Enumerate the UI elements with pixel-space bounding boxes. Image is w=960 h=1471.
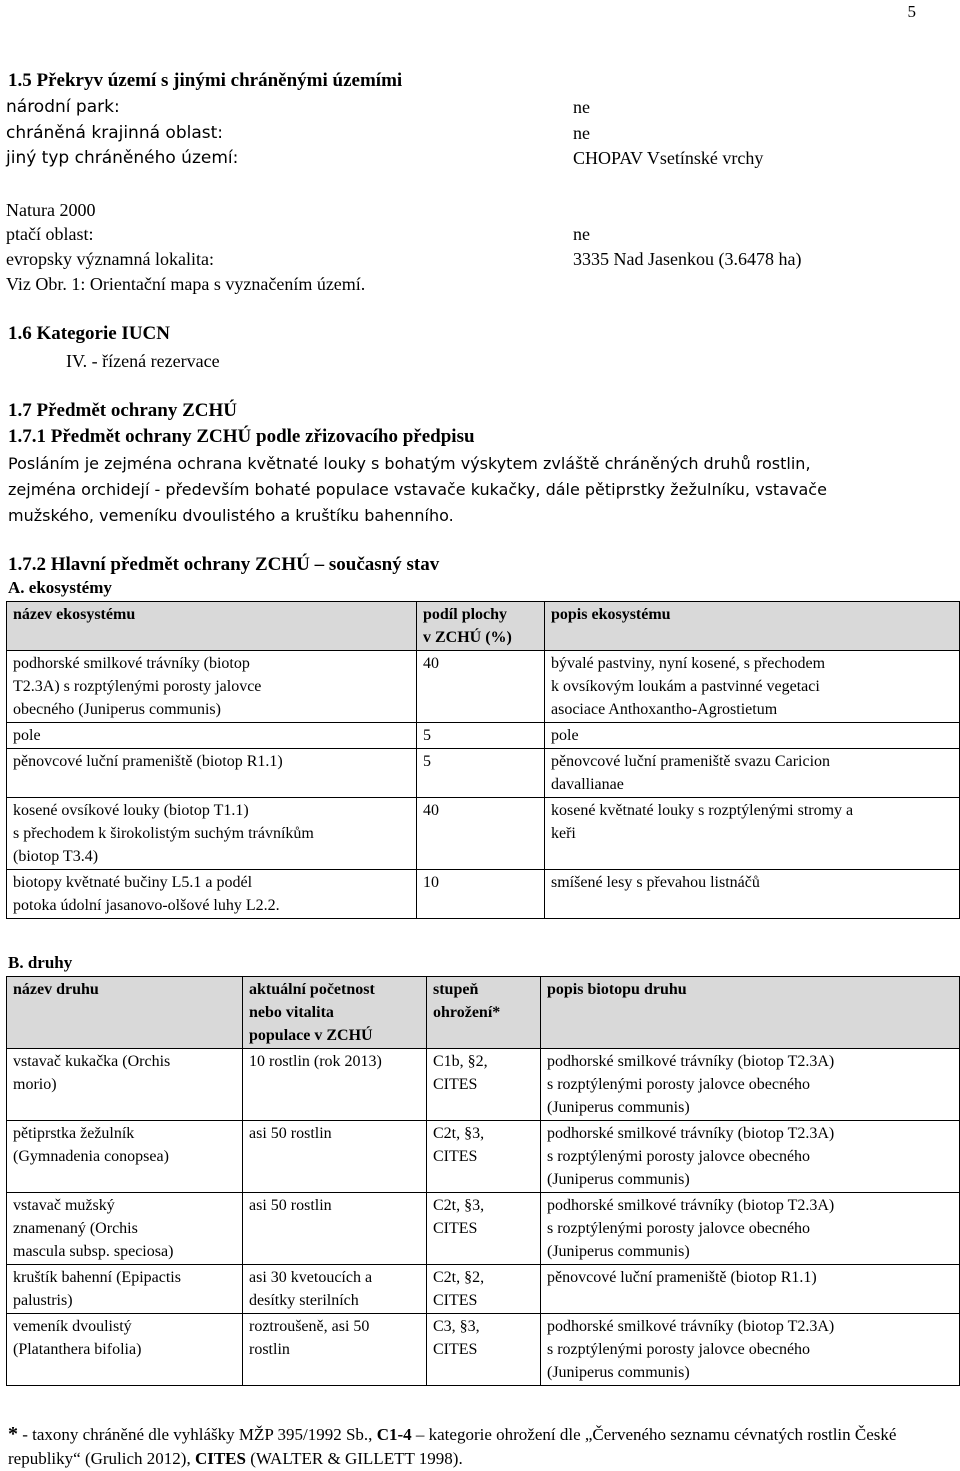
ecosystem-desc: kosené květnaté louky s rozptýlenými stromy a keři <box>545 798 960 870</box>
table-row <box>7 1314 960 1386</box>
table-row <box>7 749 960 798</box>
section-1-7-2-title: 1.7.2 Hlavní předmět ochrany ZCHÚ – současný stav <box>8 554 440 575</box>
header-cell: popis biotopu druhu <box>541 977 960 1049</box>
ecosystem-name: kosené ovsíkové louky (biotop T1.1) s přechodem k širokolistým suchým trávníkům (biotop T3.4) <box>7 798 417 870</box>
ecosystem-share: 10 <box>417 870 545 919</box>
header-cell: název druhu <box>7 977 243 1049</box>
po-label: ptačí oblast: <box>6 224 94 244</box>
table-row <box>7 651 960 723</box>
species-name: vstavač mužský znamenaný (Orchis mascula subsp. speciosa) <box>7 1193 243 1265</box>
species-title: B. druhy <box>8 953 73 972</box>
np-value: ne <box>573 97 590 117</box>
footnote-c14: C1-4 <box>376 1425 412 1444</box>
evl-label: evropsky významná lokalita: <box>6 249 214 269</box>
ecosystem-name: pole <box>7 723 417 749</box>
footnote-cites: CITES <box>194 1449 246 1468</box>
species-threat: C2t, §3, CITES <box>427 1121 541 1193</box>
ecosystem-share: 40 <box>417 651 545 723</box>
ecosystems-table <box>6 601 960 919</box>
species-habitat: pěnovcové luční prameniště (biotop R1.1) <box>541 1265 960 1314</box>
table-row <box>7 723 960 749</box>
species-threat: C3, §3, CITES <box>427 1314 541 1386</box>
text-line: mužského, vemeníku dvoulistého a kruštíku bahenního. <box>8 506 454 525</box>
footnote-text-2: – kategorie ohrožení dle „Červeného seznamu cévnatých rostlin České republiky“ (Grulich 2012), <box>8 1425 897 1468</box>
section-1-6-title: 1.6 Kategorie IUCN <box>8 323 170 344</box>
header-cell: název ekosystému <box>7 602 417 651</box>
species-name: kruštík bahenní (Epipactis palustris) <box>7 1265 243 1314</box>
page-number: 5 <box>907 2 916 21</box>
table-row <box>7 1265 960 1314</box>
np-label: národní park: <box>6 97 120 117</box>
species-name: vstavač kukačka (Orchis morio) <box>7 1049 243 1121</box>
map-note: Viz Obr. 1: Orientační mapa s vyznačením území. <box>6 274 366 294</box>
species-habitat: podhorské smilkové trávníky (biotop T2.3A) s rozptýlenými porosty jalovce obecného (Juniperus communis) <box>541 1121 960 1193</box>
species-count: asi 30 kvetoucích a desítky sterilních <box>243 1265 427 1314</box>
species-habitat: podhorské smilkové trávníky (biotop T2.3A) s rozptýlenými porosty jalovce obecného (Juniperus communis) <box>541 1193 960 1265</box>
chko-value: ne <box>573 123 590 143</box>
iucn-value: IV. - řízená rezervace <box>66 351 220 371</box>
other-label: jiný typ chráněného území: <box>6 148 239 168</box>
table-row <box>7 870 960 919</box>
other-value: CHOPAV Vsetínské vrchy <box>573 148 764 168</box>
ecosystem-name: biotopy květnaté bučiny L5.1 a podél potoka údolní jasanovo-olšové luhy L2.2. <box>7 870 417 919</box>
table-row <box>7 1121 960 1193</box>
evl-value: 3335 Nad Jasenkou (3.6478 ha) <box>573 249 802 269</box>
species-threat: C1b, §2, CITES <box>427 1049 541 1121</box>
table-row <box>7 1049 960 1121</box>
ecosystem-desc: bývalé pastviny, nyní kosené, s přechodem k ovsíkovým loukám a pastvinné vegetaci asociace Anthoxantho-Agrostietum <box>545 651 960 723</box>
species-name: vemeník dvoulistý (Platanthera bifolia) <box>7 1314 243 1386</box>
text-line: Posláním je zejména ochrana květnaté louky s bohatým výskytem zvláště chráněných druhů rostlin, <box>8 454 811 473</box>
species-count: 10 rostlin (rok 2013) <box>243 1049 427 1121</box>
text-line: zejména orchidejí - především bohaté populace vstavače kukačky, dále pětiprstky žežulníku, vstavače <box>8 480 827 499</box>
natura-label: Natura 2000 <box>6 200 96 220</box>
ecosystem-share: 5 <box>417 723 545 749</box>
species-habitat: podhorské smilkové trávníky (biotop T2.3A) s rozptýlenými porosty jalovce obecného (Juniperus communis) <box>541 1314 960 1386</box>
ecosystems-title: A. ekosystémy <box>8 578 112 597</box>
footnote-text-1: - taxony chráněné dle vyhlášky MŽP 395/1992 Sb., <box>18 1425 377 1444</box>
footnote <box>8 1422 953 1471</box>
species-threat: C2t, §3, CITES <box>427 1193 541 1265</box>
ecosystem-desc: smíšené lesy s převahou listnáčů <box>545 870 960 919</box>
footnote-text-3: (WALTER & GILLETT 1998). <box>245 1449 463 1468</box>
po-value: ne <box>573 224 590 244</box>
species-threat: C2t, §2, CITES <box>427 1265 541 1314</box>
species-name: pětiprstka žežulník (Gymnadenia conopsea) <box>7 1121 243 1193</box>
species-count: asi 50 rostlin <box>243 1193 427 1265</box>
ecosystem-share: 40 <box>417 798 545 870</box>
species-table <box>6 976 960 1386</box>
ecosystem-share: 5 <box>417 749 545 798</box>
chko-label: chráněná krajinná oblast: <box>6 123 224 143</box>
ecosystem-desc: pole <box>545 723 960 749</box>
species-habitat: podhorské smilkové trávníky (biotop T2.3A) s rozptýlenými porosty jalovce obecného (Juniperus communis) <box>541 1049 960 1121</box>
header-cell: stupeň ohrožení* <box>427 977 541 1049</box>
header-cell: popis ekosystému <box>545 602 960 651</box>
header-cell: podíl plochy v ZCHÚ (%) <box>417 602 545 651</box>
section-1-7-title: 1.7 Předmět ochrany ZCHÚ <box>8 400 238 421</box>
ecosystem-desc: pěnovcové luční prameniště svazu Caricion davallianae <box>545 749 960 798</box>
header-cell: aktuální početnost nebo vitalita populace v ZCHÚ <box>243 977 427 1049</box>
section-1-7-1-text <box>8 451 943 529</box>
section-1-7-1-title: 1.7.1 Předmět ochrany ZCHÚ podle zřizovacího předpisu <box>8 426 475 447</box>
table-row <box>7 1193 960 1265</box>
footnote-star: * <box>8 1423 18 1445</box>
species-count: asi 50 rostlin <box>243 1121 427 1193</box>
ecosystem-name: podhorské smilkové trávníky (biotop T2.3A) s rozptýlenými porosty jalovce obecného (Juniperus communis) <box>7 651 417 723</box>
ecosystem-name: pěnovcové luční prameniště (biotop R1.1) <box>7 749 417 798</box>
species-count: roztroušeně, asi 50 rostlin <box>243 1314 427 1386</box>
table-header-row <box>7 602 960 651</box>
table-row <box>7 798 960 870</box>
table-header-row <box>7 977 960 1049</box>
section-1-5-title: 1.5 Překryv území s jinými chráněnými územími <box>8 70 403 91</box>
